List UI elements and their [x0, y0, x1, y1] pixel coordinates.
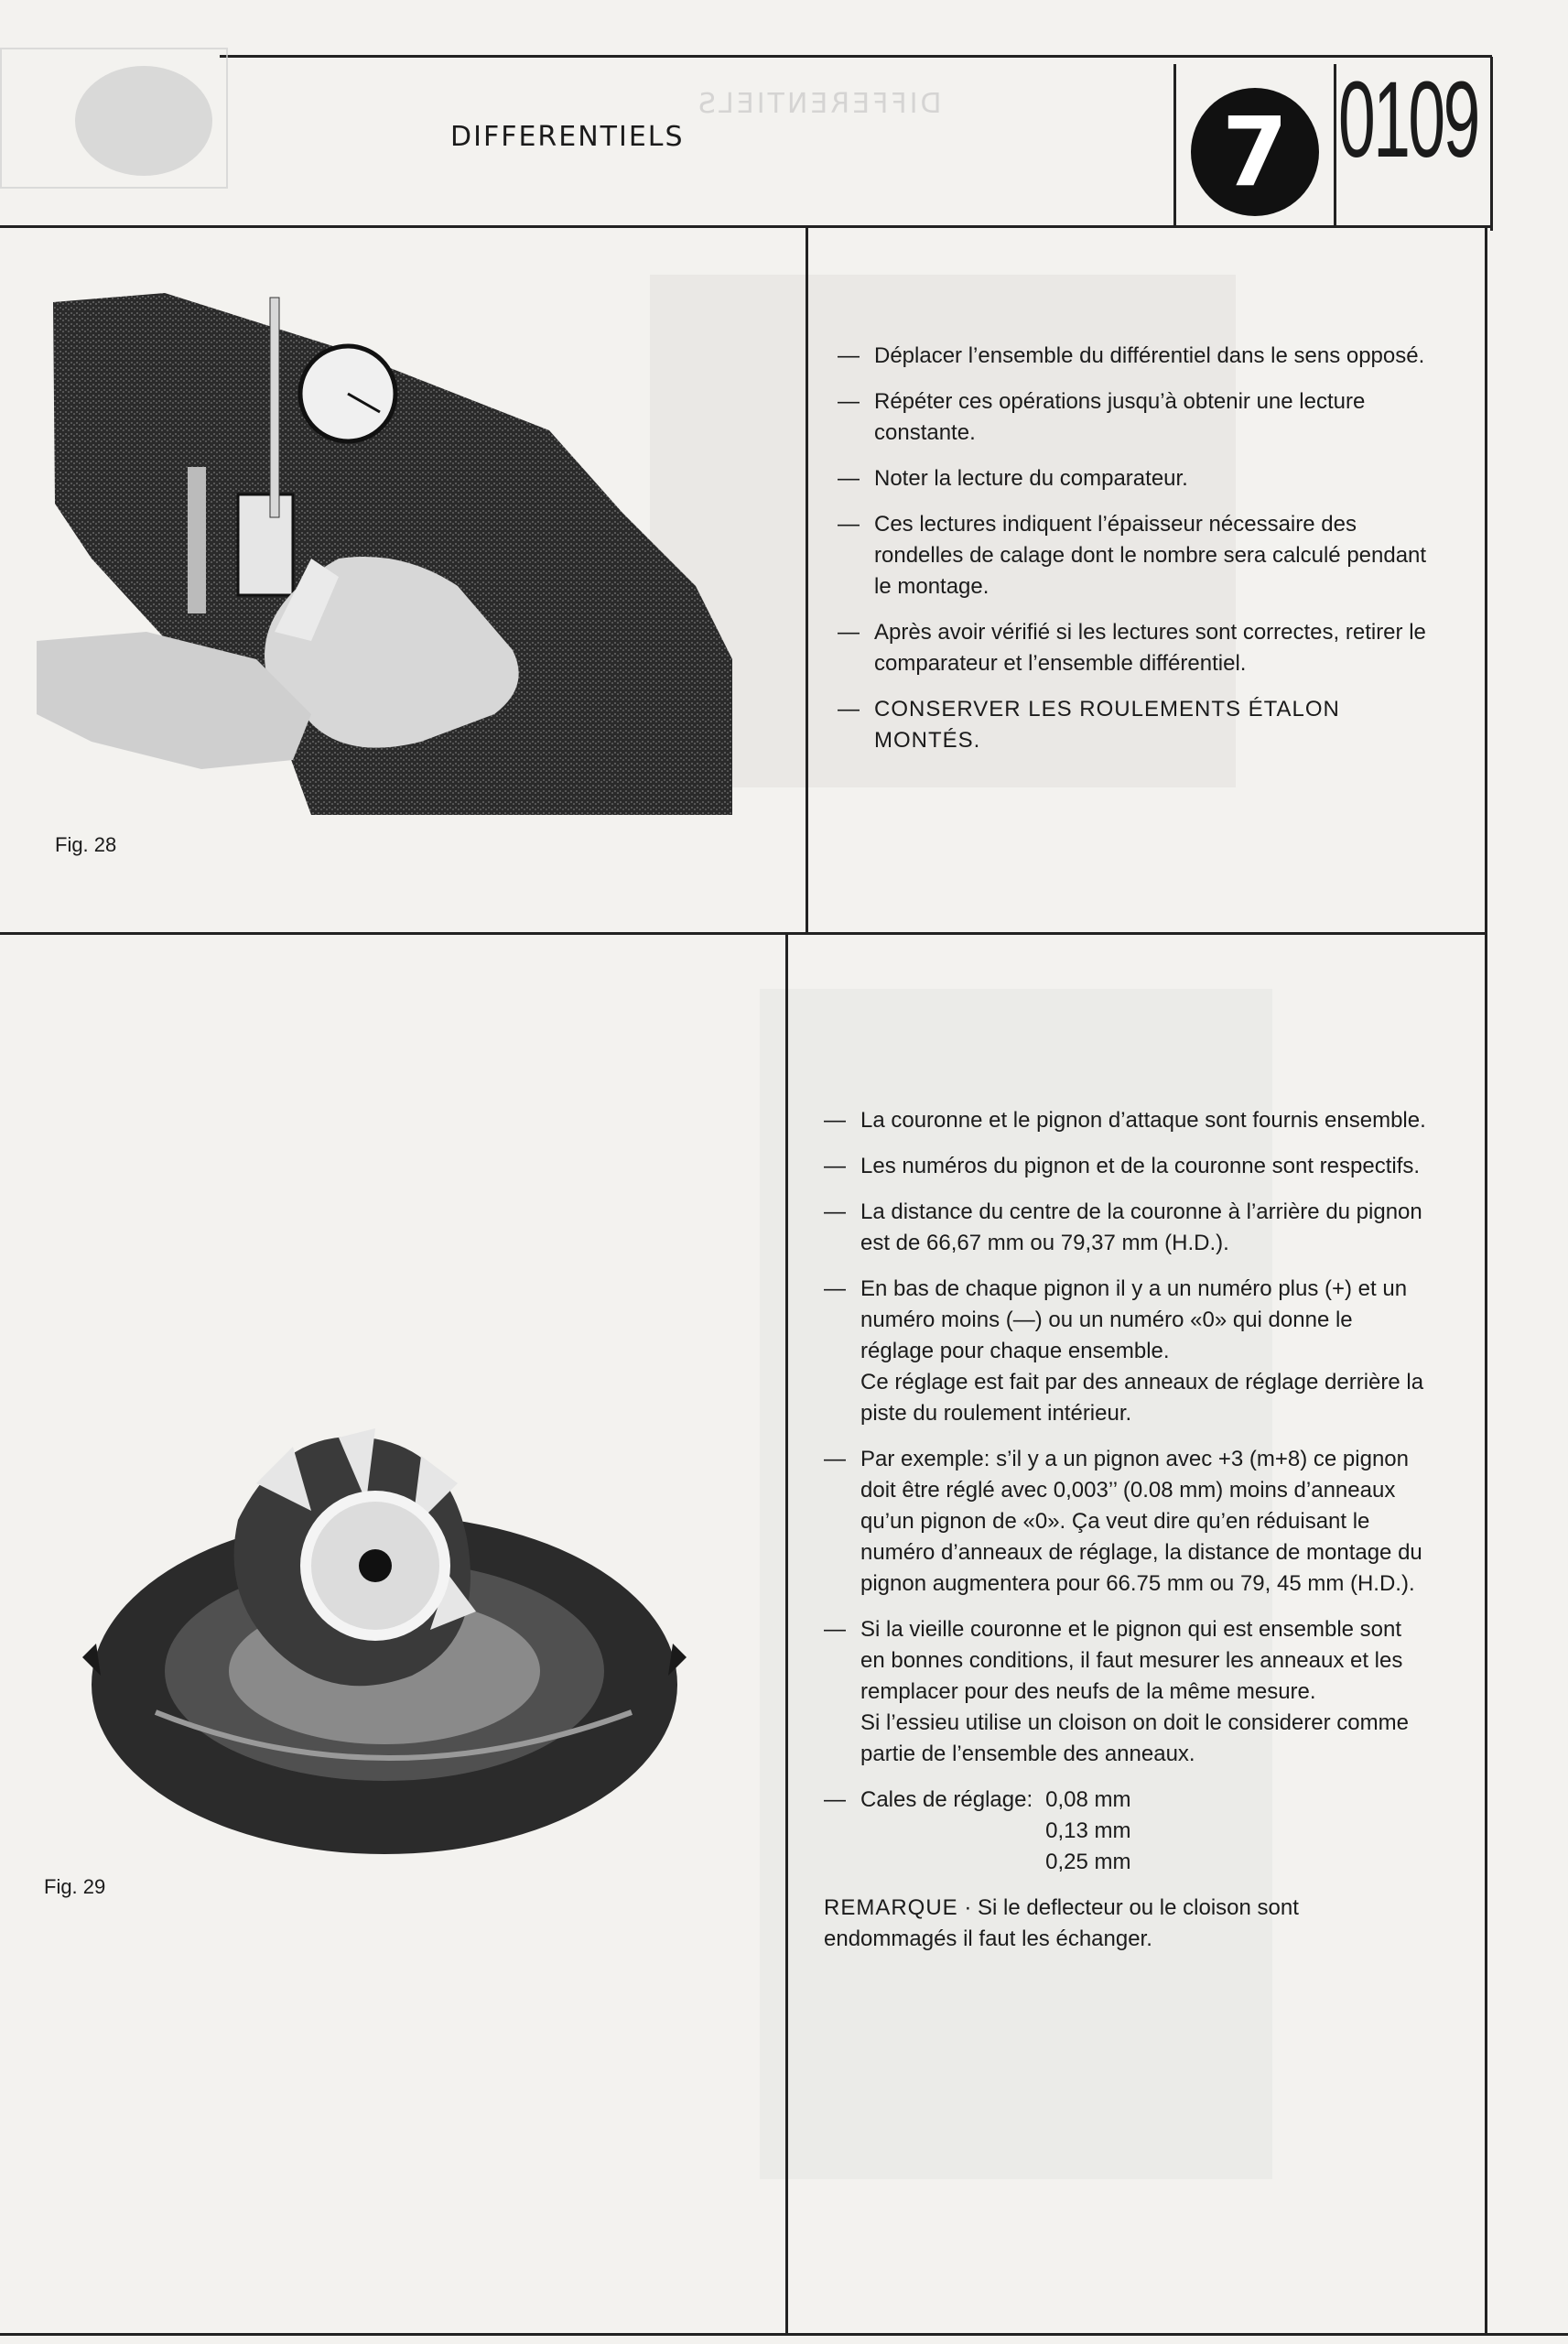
item-text: La distance du centre de la couronne à l’arrière du pignon est de 66,67 mm ou 79,37 mm (H.D.).: [860, 1199, 1422, 1255]
frame-line: [806, 225, 808, 934]
item-text: Répéter ces opérations jusqu’à obtenir une lecture constante.: [874, 389, 1366, 445]
section1-instructions: [838, 341, 1442, 771]
list-item: — CONSERVER LES ROULEMENTS ÉTALON MONTÉS.: [838, 694, 1442, 756]
cales-value: 0,08 mm: [1045, 1787, 1131, 1812]
page-title: DIFFERENTIELS: [450, 121, 685, 153]
frame-line: [1485, 225, 1487, 2335]
fig29-caption: Fig. 29: [44, 1875, 106, 1898]
item-text: CONSERVER LES ROULEMENTS ÉTALON MONTÉS.: [874, 697, 1340, 753]
chapter-badge: [1173, 64, 1336, 225]
section2-instructions: [824, 1105, 1428, 1955]
frame-line: [220, 55, 1492, 58]
frame-line: [1490, 57, 1493, 231]
remarque-label: REMARQUE: [824, 1895, 958, 1920]
item-text: La couronne et le pignon d’attaque sont fournis ensemble.: [860, 1108, 1426, 1133]
item-text: Noter la lecture du comparateur.: [874, 466, 1188, 491]
chapter-number: 7: [1191, 88, 1319, 216]
remarque-text: · Si le deflecteur ou le cloison sont endommagés il faut les échanger.: [824, 1895, 1299, 1951]
fig29-crown-and-pinion-photo: [64, 1410, 705, 1923]
list-item: — Après avoir vérifié si les lectures sont correctes, retirer le comparateur et l’ensemble différentiel.: [838, 617, 1442, 679]
item-text-continued: Ce réglage est fait par des anneaux de réglage derrière la piste du roulement intérieur.: [860, 1370, 1424, 1426]
ghost-logo: [0, 48, 228, 189]
item-text: En bas de chaque pignon il y a un numéro plus (+) et un numéro moins (—) ou un numéro «0» qui donne le réglage pour chaque ensemble.: [860, 1276, 1408, 1363]
frame-line: [785, 932, 788, 2335]
frame-line: [0, 225, 1492, 228]
list-item: — En bas de chaque pignon il y a un numéro plus (+) et un numéro moins (—) ou un numéro «0» qui donne le réglage pour chaque ensemble. Ce réglage est fait par des anneaux de réglage derrière la piste du roulement intérieur.: [824, 1274, 1428, 1429]
frame-line: [0, 932, 1487, 935]
item-text: Ces lectures indiquent l’épaisseur nécessaire des rondelles de calage dont le nombre sera calculé pendant le montage.: [874, 512, 1427, 599]
list-item: — La distance du centre de la couronne à l’arrière du pignon est de 66,67 mm ou 79,37 mm (H.D.).: [824, 1197, 1428, 1259]
list-item: — Noter la lecture du comparateur.: [838, 463, 1442, 494]
list-item: — Par exemple: s’il y a un pignon avec +3 (m+8) ce pignon doit être réglé avec 0,003’’ (0.08 mm) moins d’anneaux qu’un pignon de «0». Ça veut dire qu’en réduisant le numéro d’anneaux de réglage, la distance de montage du pignon augmentera pour 66.75 mm ou 79, 45 mm (H.D.).: [824, 1444, 1428, 1600]
item-text-continued: Si l’essieu utilise un cloison on doit le considerer comme partie de l’ensemble des anneaux.: [860, 1710, 1409, 1766]
item-text: Si la vieille couronne et le pignon qui est ensemble sont en bonnes conditions, il faut mesurer les anneaux et les remplacer pour des neufs de la même mesure.: [860, 1617, 1403, 1704]
item-text: Après avoir vérifié si les lectures sont correctes, retirer le comparateur et l’ensemble différentiel.: [874, 620, 1426, 676]
cales-value: 0,25 mm: [1045, 1850, 1131, 1874]
list-item: — Déplacer l’ensemble du différentiel dans le sens opposé.: [838, 341, 1442, 372]
cales-de-reglage: — Cales de réglage: 0,08 mm 0,13 mm 0,25 mm: [824, 1785, 1428, 1878]
item-text: Les numéros du pignon et de la couronne sont respectifs.: [860, 1154, 1421, 1178]
list-item: — Répéter ces opérations jusqu’à obtenir une lecture constante.: [838, 386, 1442, 449]
remarque-note: [824, 1893, 1428, 1955]
list-item: — Si la vieille couronne et le pignon qui est ensemble sont en bonnes conditions, il faut mesurer les anneaux et les remplacer pour des neufs de la même mesure. Si l’essieu utilise un cloison on doit le considerer comme partie de l’ensemble des anneaux.: [824, 1614, 1428, 1770]
fig28-dial-gauge-photo: [37, 284, 741, 815]
item-text: Par exemple: s’il y a un pignon avec +3 (m+8) ce pignon doit être réglé avec 0,003’’ (0.08 mm) moins d’anneaux qu’un pignon de «0». Ça veut dire qu’en réduisant le numéro d’anneaux de réglage, la distance de montage du pignon augmentera pour 66.75 mm ou 79, 45 mm (H.D.).: [860, 1447, 1422, 1596]
frame-line: [0, 2333, 1568, 2336]
cales-label: Cales de réglage:: [860, 1787, 1033, 1812]
bleed-through-text: DIFFERENTIELS: [696, 88, 942, 120]
cales-values: [1045, 1785, 1130, 1878]
cales-value: 0,13 mm: [1045, 1818, 1131, 1843]
fig28-caption: Fig. 28: [55, 833, 117, 856]
item-text: Déplacer l’ensemble du différentiel dans le sens opposé.: [874, 343, 1425, 368]
list-item: — La couronne et le pignon d’attaque sont fournis ensemble.: [824, 1105, 1428, 1136]
list-item: — Ces lectures indiquent l’épaisseur nécessaire des rondelles de calage dont le nombre sera calculé pendant le montage.: [838, 509, 1442, 602]
list-item: — Les numéros du pignon et de la couronne sont respectifs.: [824, 1151, 1428, 1182]
page-number: 0109: [1338, 60, 1478, 180]
